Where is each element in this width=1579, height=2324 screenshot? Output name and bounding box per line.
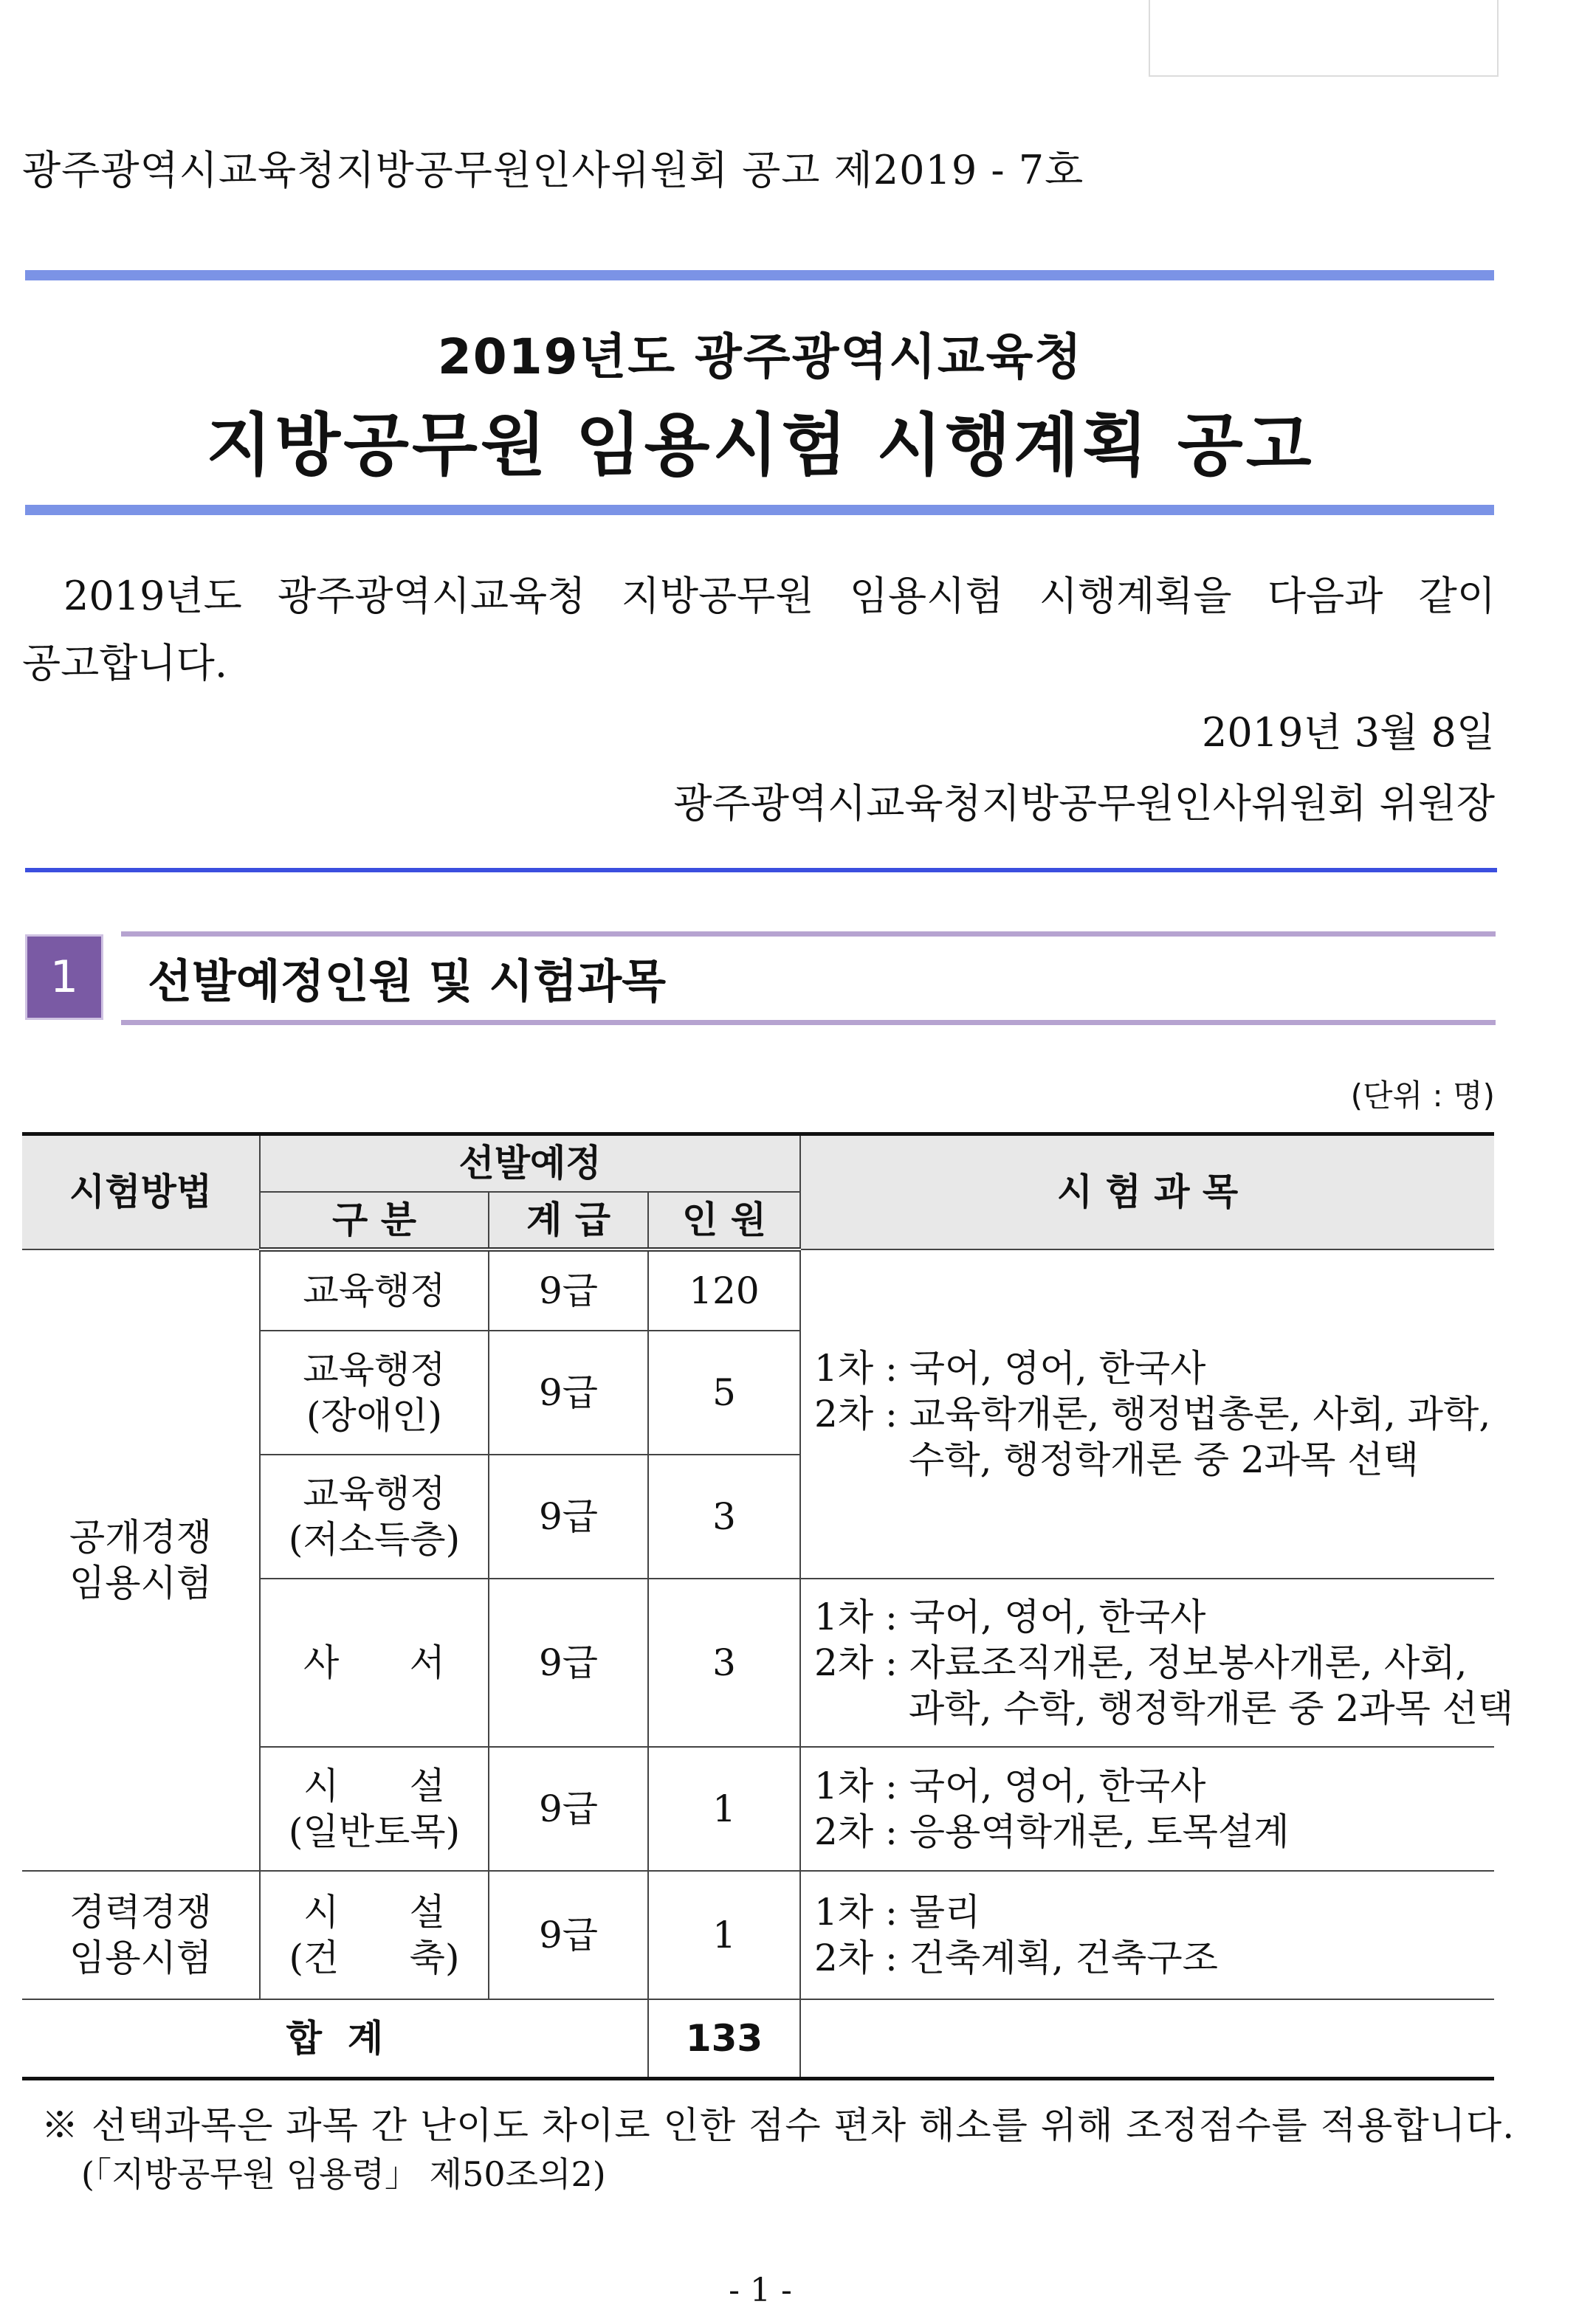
category-text: 시 설: [303, 1764, 445, 1807]
notice-date: 2019년 3월 8일: [1202, 709, 1495, 756]
selection-table: [22, 1132, 1514, 2080]
method-career-line-1: 경력경쟁: [69, 1890, 213, 1934]
subjects-cell: [800, 1249, 1494, 1579]
section-title: 선발예정인원 및 시험과목: [148, 954, 666, 1008]
table-row: [22, 1249, 1494, 1331]
grade-cell: 9급: [489, 1331, 648, 1455]
subjects-cell: [800, 1747, 1494, 1871]
category-text: (건 축): [289, 1936, 460, 1979]
grade-cell: 9급: [489, 1579, 648, 1747]
category-cell: [260, 1249, 489, 1331]
header-stamp-box: [1149, 0, 1499, 77]
page-number: - 1 -: [729, 2272, 792, 2309]
grade-cell: 9급: [489, 1871, 648, 1999]
title-line-2: 지방공무원 임용시험 시행계획 공고: [206, 406, 1315, 485]
subject-line: 1차 : 물리: [814, 1890, 981, 1934]
count-cell: 3: [648, 1579, 800, 1747]
footnote-line-2: (「지방공무원 임용령」 제50조의2): [81, 2154, 606, 2194]
header-method: 시험방법: [22, 1134, 260, 1249]
unit-label: (단위 : 명): [1350, 1077, 1495, 1114]
method-career-line-2: 임용시험: [69, 1936, 213, 1979]
category-cell: [260, 1455, 489, 1579]
section-title-top-line: [121, 931, 1496, 937]
count-cell: 5: [648, 1331, 800, 1455]
header-subjects: 시 험 과 목: [800, 1134, 1494, 1249]
subject-line: 1차 : 국어, 영어, 한국사: [814, 1764, 1206, 1807]
subject-line: 2차 : 자료조직개론, 정보봉사개론, 사회,: [814, 1641, 1468, 1684]
intro-text-line-2: 공고합니다.: [22, 640, 227, 686]
subjects-cell: [800, 1871, 1494, 1999]
count-cell: 1: [648, 1747, 800, 1871]
table-total-row: [22, 1999, 1494, 2079]
category-cell: [260, 1871, 489, 1999]
category-cell: [260, 1331, 489, 1455]
grade-cell: 9급: [489, 1249, 648, 1331]
category-cell: [260, 1747, 489, 1871]
category-text: 사 서: [303, 1641, 445, 1684]
header-grade: 계 급: [489, 1192, 648, 1249]
category-text: 교육행정: [303, 1269, 446, 1312]
title-bottom-rule: [25, 505, 1494, 515]
section-number-badge: 1: [25, 934, 103, 1020]
table-header-row: [22, 1134, 1494, 1192]
category-text: (장애인): [306, 1393, 442, 1437]
subject-line: 2차 : 교육학개론, 행정법총론, 사회, 과학,: [814, 1392, 1491, 1435]
category-text: 교육행정: [303, 1348, 446, 1391]
method-open-line-2: 임용시험: [69, 1561, 213, 1604]
intro-text-line-1: 2019년도 광주광역시교육청 지방공무원 임용시험 시행계획을 다음과 같이: [63, 573, 1496, 619]
subject-line: 1차 : 국어, 영어, 한국사: [814, 1346, 1206, 1390]
total-empty-cell: [800, 1999, 1494, 2079]
subjects-cell: [800, 1579, 1514, 1747]
method-open: [22, 1249, 260, 1871]
header-category: 구 분: [260, 1192, 489, 1249]
notice-number: 광주광역시교육청지방공무원인사위원회 공고 제2019 - 7호: [22, 147, 1084, 193]
footnote-line-1: ※ 선택과목은 과목 간 난이도 차이로 인한 점수 편차 해소를 위해 조정점수를 적용합니다.: [41, 2104, 1516, 2147]
grade-cell: 9급: [489, 1747, 648, 1871]
method-career: [22, 1871, 260, 1999]
subject-line: 1차 : 국어, 영어, 한국사: [814, 1595, 1206, 1638]
total-label: 합 계: [22, 1999, 648, 2079]
count-cell: 1: [648, 1871, 800, 1999]
category-text: 교육행정: [303, 1472, 446, 1515]
header-selection: 선발예정: [260, 1134, 800, 1192]
subject-line: 2차 : 건축계획, 건축구조: [814, 1936, 1218, 1979]
title-top-rule: [25, 270, 1494, 280]
title-line-1: 2019년도 광주광역시교육청: [437, 328, 1084, 385]
subject-line: 수학, 행정학개론 중 2과목 선택: [909, 1438, 1419, 1481]
category-text: (저소득층): [288, 1517, 461, 1561]
category-text: 시 설: [303, 1890, 445, 1934]
method-open-line-1: 공개경쟁: [69, 1515, 213, 1559]
total-count: 133: [648, 1999, 800, 2079]
category-text: (일반토목): [288, 1810, 461, 1853]
header-count: 인 원: [648, 1192, 800, 1249]
count-cell: 120: [648, 1249, 800, 1331]
section-title-bottom-line: [121, 1020, 1496, 1025]
grade-cell: 9급: [489, 1455, 648, 1579]
section-divider: [25, 868, 1497, 872]
category-cell: [260, 1579, 489, 1747]
subject-line: 과학, 수학, 행정학개론 중 2과목 선택: [909, 1686, 1514, 1730]
notice-signer: 광주광역시교육청지방공무원인사위원회 위원장: [673, 780, 1495, 827]
table-row: [22, 1871, 1494, 1999]
subject-line: 2차 : 응용역학개론, 토목설계: [814, 1810, 1290, 1853]
count-cell: 3: [648, 1455, 800, 1579]
